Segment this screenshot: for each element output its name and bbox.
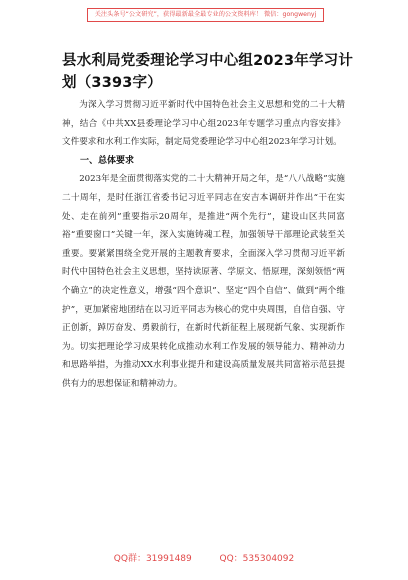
header-banner	[87, 8, 324, 22]
footer-qq: QQ：535304092	[219, 554, 295, 564]
header-banner-text: 关注头条号“公文研究”，获得最新最全最专业的公文资料库！ 微信：gongwenyj	[94, 11, 317, 18]
section-heading-overall-requirements: 一、总体要求	[80, 155, 135, 166]
section-paragraph: 2023年是全面贯彻落实党的二十大精神开局之年，是“八八战略”实施二十周年，是时任浙江省委书记习近平同志在安吉本调研并作出“干在实处、走在前列”重要指示20周年，是推进“两个先行”，建设山区共同富裕“重要窗口”关键一年，深入实施铸魂工程，加强领导干部理论武装至关重要。要紧紧围绕全党开展的主题教育要求，全面深入学习贯彻习近平新时代中国特色社会主义思想，坚持读原著、学原文、悟原理，深刻领悟“两个确立”的决定性意义，增强“四个意识”、坚定“四个自信”、做到“两个维护”，更加紧密地团结在以习近平同志为核心的党中央周围，自信自强、守正创新，踔厉奋发、勇毅前行，在新时代新征程上展现新气象、实现新作为。切实把理论学习成果转化成推动水利工作发展的领导能力、精神动力和思路举措，为推动XX水利事业提升和建设高质量发展共同富裕示范县提供有力的思想保证和精神动力。	[62, 174, 345, 389]
document-title: 县水利局党委理论学习中心组2023年学习计划（3393字）	[62, 53, 354, 91]
document-body	[62, 96, 345, 394]
footer-qq-group: QQ群：31991489	[113, 554, 192, 564]
footer-contact	[0, 552, 408, 566]
intro-paragraph: 为深入学习贯彻习近平新时代中国特色社会主义思想和党的二十大精神，结合《中共XX县委理论学习中心组2023年专题学习重点内容安排》文件要求和水利工作实际，制定局党委理论学习中心组2023年学习计划。	[62, 100, 345, 148]
